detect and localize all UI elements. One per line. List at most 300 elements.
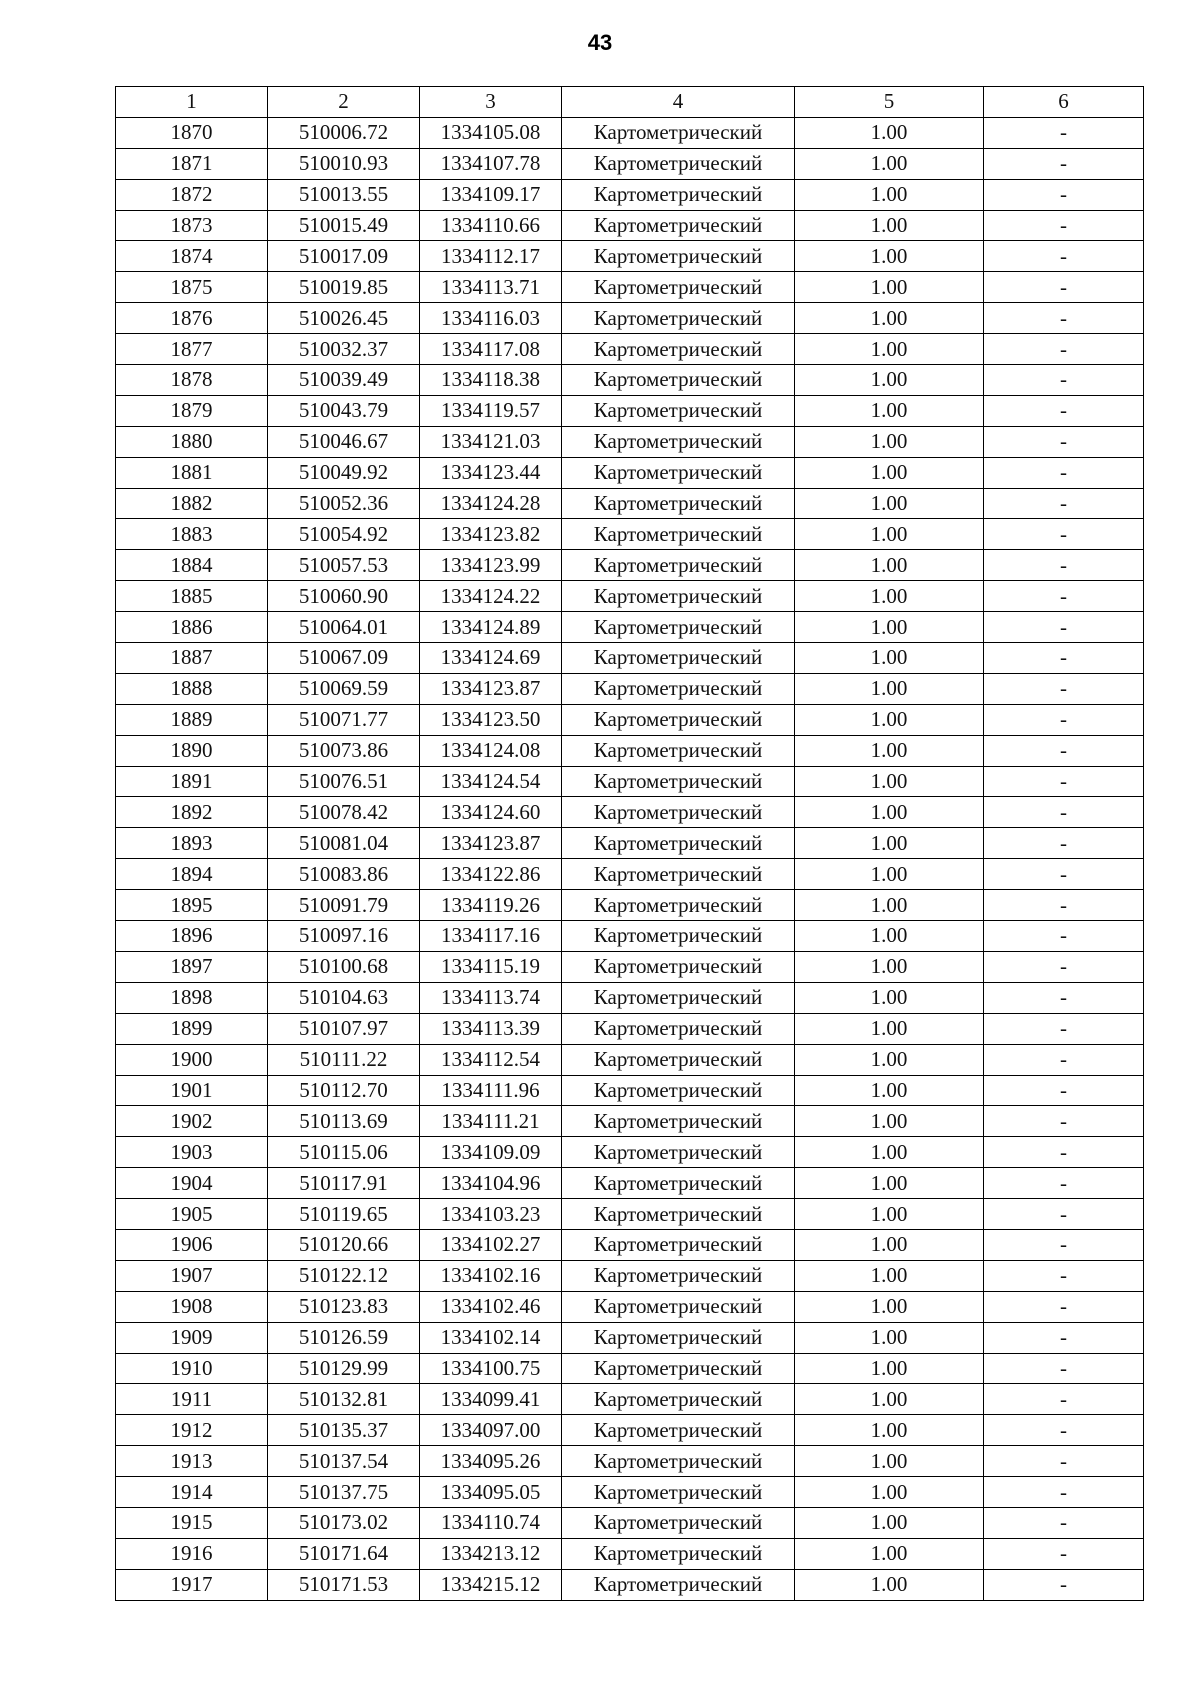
y-coordinate-cell: 1334123.50 <box>420 704 562 735</box>
point-number-cell: 1873 <box>116 210 268 241</box>
accuracy-cell: 1.00 <box>795 890 984 921</box>
y-coordinate-cell: 1334113.71 <box>420 272 562 303</box>
x-coordinate-cell: 510019.85 <box>268 272 420 303</box>
table-row <box>116 1291 1144 1322</box>
accuracy-cell: 1.00 <box>795 1384 984 1415</box>
x-coordinate-cell: 510115.06 <box>268 1137 420 1168</box>
point-number-cell: 1895 <box>116 890 268 921</box>
x-coordinate-cell: 510015.49 <box>268 210 420 241</box>
accuracy-cell: 1.00 <box>795 1075 984 1106</box>
page-number: 43 <box>587 30 613 55</box>
coordinates-table <box>115 86 1144 1601</box>
method-cell: Картометрический <box>562 395 795 426</box>
description-cell: - <box>984 704 1144 735</box>
y-coordinate-cell: 1334107.78 <box>420 148 562 179</box>
description-cell: - <box>984 488 1144 519</box>
point-number-cell: 1882 <box>116 488 268 519</box>
x-coordinate-cell: 510052.36 <box>268 488 420 519</box>
y-coordinate-cell: 1334102.14 <box>420 1322 562 1353</box>
point-number-cell: 1912 <box>116 1415 268 1446</box>
accuracy-cell: 1.00 <box>795 179 984 210</box>
method-cell: Картометрический <box>562 1353 795 1384</box>
y-coordinate-cell: 1334118.38 <box>420 365 562 396</box>
y-coordinate-cell: 1334124.89 <box>420 612 562 643</box>
x-coordinate-cell: 510120.66 <box>268 1229 420 1260</box>
table-row <box>116 673 1144 704</box>
table-row <box>116 921 1144 952</box>
table-row <box>116 1168 1144 1199</box>
point-number-cell: 1899 <box>116 1013 268 1044</box>
table-row <box>116 643 1144 674</box>
y-coordinate-cell: 1334111.21 <box>420 1106 562 1137</box>
table-row <box>116 519 1144 550</box>
method-cell: Картометрический <box>562 457 795 488</box>
point-number-cell: 1892 <box>116 797 268 828</box>
table-row <box>116 426 1144 457</box>
table-row <box>116 488 1144 519</box>
x-coordinate-cell: 510054.92 <box>268 519 420 550</box>
description-cell: - <box>984 1260 1144 1291</box>
accuracy-cell: 1.00 <box>795 1446 984 1477</box>
method-cell: Картометрический <box>562 1446 795 1477</box>
column-header: 1 <box>116 87 268 118</box>
x-coordinate-cell: 510171.64 <box>268 1538 420 1569</box>
method-cell: Картометрический <box>562 735 795 766</box>
y-coordinate-cell: 1334117.16 <box>420 921 562 952</box>
accuracy-cell: 1.00 <box>795 1291 984 1322</box>
y-coordinate-cell: 1334102.46 <box>420 1291 562 1322</box>
y-coordinate-cell: 1334112.54 <box>420 1044 562 1075</box>
description-cell: - <box>984 148 1144 179</box>
point-number-cell: 1870 <box>116 117 268 148</box>
point-number-cell: 1898 <box>116 982 268 1013</box>
point-number-cell: 1917 <box>116 1569 268 1600</box>
method-cell: Картометрический <box>562 1260 795 1291</box>
x-coordinate-cell: 510135.37 <box>268 1415 420 1446</box>
table-row <box>116 890 1144 921</box>
table-row <box>116 334 1144 365</box>
method-cell: Картометрический <box>562 426 795 457</box>
accuracy-cell: 1.00 <box>795 828 984 859</box>
table-row <box>116 1075 1144 1106</box>
accuracy-cell: 1.00 <box>795 303 984 334</box>
y-coordinate-cell: 1334213.12 <box>420 1538 562 1569</box>
table-row <box>116 859 1144 890</box>
description-cell: - <box>984 1199 1144 1230</box>
point-number-cell: 1904 <box>116 1168 268 1199</box>
x-coordinate-cell: 510039.49 <box>268 365 420 396</box>
table-row <box>116 1384 1144 1415</box>
y-coordinate-cell: 1334109.17 <box>420 179 562 210</box>
x-coordinate-cell: 510111.22 <box>268 1044 420 1075</box>
description-cell: - <box>984 921 1144 952</box>
point-number-cell: 1893 <box>116 828 268 859</box>
description-cell: - <box>984 519 1144 550</box>
x-coordinate-cell: 510078.42 <box>268 797 420 828</box>
point-number-cell: 1907 <box>116 1260 268 1291</box>
y-coordinate-cell: 1334113.39 <box>420 1013 562 1044</box>
y-coordinate-cell: 1334123.87 <box>420 673 562 704</box>
accuracy-cell: 1.00 <box>795 241 984 272</box>
method-cell: Картометрический <box>562 303 795 334</box>
point-number-cell: 1878 <box>116 365 268 396</box>
table-row <box>116 612 1144 643</box>
description-cell: - <box>984 1106 1144 1137</box>
description-cell: - <box>984 179 1144 210</box>
x-coordinate-cell: 510123.83 <box>268 1291 420 1322</box>
table-row <box>116 1322 1144 1353</box>
description-cell: - <box>984 303 1144 334</box>
y-coordinate-cell: 1334112.17 <box>420 241 562 272</box>
accuracy-cell: 1.00 <box>795 1013 984 1044</box>
y-coordinate-cell: 1334102.16 <box>420 1260 562 1291</box>
table-row <box>116 550 1144 581</box>
table-row <box>116 704 1144 735</box>
x-coordinate-cell: 510173.02 <box>268 1507 420 1538</box>
method-cell: Картометрический <box>562 519 795 550</box>
point-number-cell: 1881 <box>116 457 268 488</box>
method-cell: Картометрический <box>562 1569 795 1600</box>
method-cell: Картометрический <box>562 365 795 396</box>
column-header: 5 <box>795 87 984 118</box>
y-coordinate-cell: 1334124.08 <box>420 735 562 766</box>
y-coordinate-cell: 1334119.26 <box>420 890 562 921</box>
accuracy-cell: 1.00 <box>795 1106 984 1137</box>
description-cell: - <box>984 1137 1144 1168</box>
y-coordinate-cell: 1334124.22 <box>420 581 562 612</box>
x-coordinate-cell: 510117.91 <box>268 1168 420 1199</box>
table-row <box>116 1229 1144 1260</box>
table-row <box>116 1538 1144 1569</box>
description-cell: - <box>984 859 1144 890</box>
x-coordinate-cell: 510104.63 <box>268 982 420 1013</box>
y-coordinate-cell: 1334115.19 <box>420 951 562 982</box>
method-cell: Картометрический <box>562 797 795 828</box>
accuracy-cell: 1.00 <box>795 1260 984 1291</box>
table-row <box>116 1137 1144 1168</box>
y-coordinate-cell: 1334124.54 <box>420 766 562 797</box>
method-cell: Картометрический <box>562 921 795 952</box>
method-cell: Картометрический <box>562 982 795 1013</box>
column-header: 4 <box>562 87 795 118</box>
method-cell: Картометрический <box>562 1229 795 1260</box>
x-coordinate-cell: 510017.09 <box>268 241 420 272</box>
accuracy-cell: 1.00 <box>795 921 984 952</box>
x-coordinate-cell: 510107.97 <box>268 1013 420 1044</box>
accuracy-cell: 1.00 <box>795 272 984 303</box>
y-coordinate-cell: 1334123.99 <box>420 550 562 581</box>
description-cell: - <box>984 272 1144 303</box>
method-cell: Картометрический <box>562 550 795 581</box>
x-coordinate-cell: 510126.59 <box>268 1322 420 1353</box>
y-coordinate-cell: 1334099.41 <box>420 1384 562 1415</box>
method-cell: Картометрический <box>562 1168 795 1199</box>
method-cell: Картометрический <box>562 210 795 241</box>
y-coordinate-cell: 1334124.28 <box>420 488 562 519</box>
table-row <box>116 828 1144 859</box>
y-coordinate-cell: 1334119.57 <box>420 395 562 426</box>
y-coordinate-cell: 1334116.03 <box>420 303 562 334</box>
point-number-cell: 1908 <box>116 1291 268 1322</box>
description-cell: - <box>984 550 1144 581</box>
description-cell: - <box>984 1353 1144 1384</box>
y-coordinate-cell: 1334095.26 <box>420 1446 562 1477</box>
point-number-cell: 1897 <box>116 951 268 982</box>
description-cell: - <box>984 643 1144 674</box>
y-coordinate-cell: 1334113.74 <box>420 982 562 1013</box>
accuracy-cell: 1.00 <box>795 951 984 982</box>
y-coordinate-cell: 1334123.82 <box>420 519 562 550</box>
point-number-cell: 1886 <box>116 612 268 643</box>
method-cell: Картометрический <box>562 1199 795 1230</box>
y-coordinate-cell: 1334105.08 <box>420 117 562 148</box>
table-row <box>116 1199 1144 1230</box>
method-cell: Картометрический <box>562 1013 795 1044</box>
method-cell: Картометрический <box>562 766 795 797</box>
accuracy-cell: 1.00 <box>795 1569 984 1600</box>
y-coordinate-cell: 1334117.08 <box>420 334 562 365</box>
x-coordinate-cell: 510171.53 <box>268 1569 420 1600</box>
x-coordinate-cell: 510081.04 <box>268 828 420 859</box>
table-header-row <box>116 87 1144 118</box>
y-coordinate-cell: 1334111.96 <box>420 1075 562 1106</box>
x-coordinate-cell: 510069.59 <box>268 673 420 704</box>
description-cell: - <box>984 1291 1144 1322</box>
accuracy-cell: 1.00 <box>795 1353 984 1384</box>
x-coordinate-cell: 510013.55 <box>268 179 420 210</box>
table-row <box>116 1477 1144 1508</box>
description-cell: - <box>984 457 1144 488</box>
method-cell: Картометрический <box>562 241 795 272</box>
method-cell: Картометрический <box>562 488 795 519</box>
description-cell: - <box>984 210 1144 241</box>
column-header: 3 <box>420 87 562 118</box>
y-coordinate-cell: 1334100.75 <box>420 1353 562 1384</box>
table-row <box>116 179 1144 210</box>
accuracy-cell: 1.00 <box>795 1168 984 1199</box>
description-cell: - <box>984 673 1144 704</box>
table-row <box>116 1353 1144 1384</box>
accuracy-cell: 1.00 <box>795 519 984 550</box>
y-coordinate-cell: 1334109.09 <box>420 1137 562 1168</box>
x-coordinate-cell: 510119.65 <box>268 1199 420 1230</box>
x-coordinate-cell: 510006.72 <box>268 117 420 148</box>
description-cell: - <box>984 117 1144 148</box>
point-number-cell: 1872 <box>116 179 268 210</box>
table-row <box>116 1569 1144 1600</box>
point-number-cell: 1871 <box>116 148 268 179</box>
column-header: 2 <box>268 87 420 118</box>
method-cell: Картометрический <box>562 581 795 612</box>
accuracy-cell: 1.00 <box>795 334 984 365</box>
x-coordinate-cell: 510071.77 <box>268 704 420 735</box>
point-number-cell: 1879 <box>116 395 268 426</box>
method-cell: Картометрический <box>562 890 795 921</box>
method-cell: Картометрический <box>562 1415 795 1446</box>
description-cell: - <box>984 426 1144 457</box>
table-row <box>116 457 1144 488</box>
method-cell: Картометрический <box>562 334 795 365</box>
y-coordinate-cell: 1334122.86 <box>420 859 562 890</box>
column-header: 6 <box>984 87 1144 118</box>
x-coordinate-cell: 510060.90 <box>268 581 420 612</box>
method-cell: Картометрический <box>562 1106 795 1137</box>
x-coordinate-cell: 510129.99 <box>268 1353 420 1384</box>
accuracy-cell: 1.00 <box>795 1477 984 1508</box>
description-cell: - <box>984 365 1144 396</box>
x-coordinate-cell: 510064.01 <box>268 612 420 643</box>
point-number-cell: 1916 <box>116 1538 268 1569</box>
accuracy-cell: 1.00 <box>795 735 984 766</box>
x-coordinate-cell: 510049.92 <box>268 457 420 488</box>
x-coordinate-cell: 510073.86 <box>268 735 420 766</box>
x-coordinate-cell: 510122.12 <box>268 1260 420 1291</box>
description-cell: - <box>984 1044 1144 1075</box>
accuracy-cell: 1.00 <box>795 457 984 488</box>
description-cell: - <box>984 735 1144 766</box>
point-number-cell: 1888 <box>116 673 268 704</box>
description-cell: - <box>984 1075 1144 1106</box>
description-cell: - <box>984 612 1144 643</box>
y-coordinate-cell: 1334123.44 <box>420 457 562 488</box>
accuracy-cell: 1.00 <box>795 673 984 704</box>
accuracy-cell: 1.00 <box>795 1199 984 1230</box>
point-number-cell: 1896 <box>116 921 268 952</box>
accuracy-cell: 1.00 <box>795 1137 984 1168</box>
description-cell: - <box>984 1322 1144 1353</box>
method-cell: Картометрический <box>562 179 795 210</box>
x-coordinate-cell: 510132.81 <box>268 1384 420 1415</box>
point-number-cell: 1906 <box>116 1229 268 1260</box>
x-coordinate-cell: 510083.86 <box>268 859 420 890</box>
table-row <box>116 982 1144 1013</box>
x-coordinate-cell: 510097.16 <box>268 921 420 952</box>
y-coordinate-cell: 1334095.05 <box>420 1477 562 1508</box>
x-coordinate-cell: 510113.69 <box>268 1106 420 1137</box>
method-cell: Картометрический <box>562 1477 795 1508</box>
method-cell: Картометрический <box>562 1322 795 1353</box>
method-cell: Картометрический <box>562 117 795 148</box>
accuracy-cell: 1.00 <box>795 859 984 890</box>
method-cell: Картометрический <box>562 1075 795 1106</box>
accuracy-cell: 1.00 <box>795 982 984 1013</box>
point-number-cell: 1903 <box>116 1137 268 1168</box>
table-row <box>116 1446 1144 1477</box>
method-cell: Картометрический <box>562 1507 795 1538</box>
method-cell: Картометрический <box>562 148 795 179</box>
point-number-cell: 1902 <box>116 1106 268 1137</box>
table-row <box>116 1013 1144 1044</box>
x-coordinate-cell: 510067.09 <box>268 643 420 674</box>
table-row <box>116 1044 1144 1075</box>
y-coordinate-cell: 1334215.12 <box>420 1569 562 1600</box>
point-number-cell: 1875 <box>116 272 268 303</box>
accuracy-cell: 1.00 <box>795 797 984 828</box>
description-cell: - <box>984 766 1144 797</box>
accuracy-cell: 1.00 <box>795 1415 984 1446</box>
accuracy-cell: 1.00 <box>795 365 984 396</box>
x-coordinate-cell: 510026.45 <box>268 303 420 334</box>
accuracy-cell: 1.00 <box>795 117 984 148</box>
description-cell: - <box>984 982 1144 1013</box>
method-cell: Картометрический <box>562 828 795 859</box>
table-row <box>116 117 1144 148</box>
method-cell: Картометрический <box>562 859 795 890</box>
description-cell: - <box>984 1013 1144 1044</box>
x-coordinate-cell: 510010.93 <box>268 148 420 179</box>
description-cell: - <box>984 1384 1144 1415</box>
description-cell: - <box>984 890 1144 921</box>
table-row <box>116 1507 1144 1538</box>
point-number-cell: 1885 <box>116 581 268 612</box>
x-coordinate-cell: 510137.75 <box>268 1477 420 1508</box>
description-cell: - <box>984 1507 1144 1538</box>
description-cell: - <box>984 1229 1144 1260</box>
point-number-cell: 1913 <box>116 1446 268 1477</box>
point-number-cell: 1883 <box>116 519 268 550</box>
y-coordinate-cell: 1334123.87 <box>420 828 562 859</box>
table-row <box>116 272 1144 303</box>
point-number-cell: 1876 <box>116 303 268 334</box>
table-row <box>116 951 1144 982</box>
method-cell: Картометрический <box>562 612 795 643</box>
method-cell: Картометрический <box>562 272 795 303</box>
accuracy-cell: 1.00 <box>795 1322 984 1353</box>
accuracy-cell: 1.00 <box>795 1507 984 1538</box>
table-row <box>116 735 1144 766</box>
point-number-cell: 1910 <box>116 1353 268 1384</box>
y-coordinate-cell: 1334097.00 <box>420 1415 562 1446</box>
point-number-cell: 1889 <box>116 704 268 735</box>
accuracy-cell: 1.00 <box>795 581 984 612</box>
y-coordinate-cell: 1334124.60 <box>420 797 562 828</box>
x-coordinate-cell: 510100.68 <box>268 951 420 982</box>
point-number-cell: 1905 <box>116 1199 268 1230</box>
y-coordinate-cell: 1334102.27 <box>420 1229 562 1260</box>
accuracy-cell: 1.00 <box>795 766 984 797</box>
table-row <box>116 766 1144 797</box>
method-cell: Картометрический <box>562 951 795 982</box>
accuracy-cell: 1.00 <box>795 1229 984 1260</box>
x-coordinate-cell: 510046.67 <box>268 426 420 457</box>
table-row <box>116 210 1144 241</box>
description-cell: - <box>984 797 1144 828</box>
description-cell: - <box>984 1569 1144 1600</box>
method-cell: Картометрический <box>562 643 795 674</box>
method-cell: Картометрический <box>562 1384 795 1415</box>
table-row <box>116 395 1144 426</box>
point-number-cell: 1915 <box>116 1507 268 1538</box>
y-coordinate-cell: 1334110.66 <box>420 210 562 241</box>
method-cell: Картометрический <box>562 704 795 735</box>
x-coordinate-cell: 510057.53 <box>268 550 420 581</box>
accuracy-cell: 1.00 <box>795 210 984 241</box>
point-number-cell: 1914 <box>116 1477 268 1508</box>
y-coordinate-cell: 1334124.69 <box>420 643 562 674</box>
table-row <box>116 797 1144 828</box>
point-number-cell: 1891 <box>116 766 268 797</box>
x-coordinate-cell: 510112.70 <box>268 1075 420 1106</box>
description-cell: - <box>984 1168 1144 1199</box>
description-cell: - <box>984 395 1144 426</box>
point-number-cell: 1887 <box>116 643 268 674</box>
table-row <box>116 1260 1144 1291</box>
table-row <box>116 1415 1144 1446</box>
point-number-cell: 1900 <box>116 1044 268 1075</box>
point-number-cell: 1874 <box>116 241 268 272</box>
method-cell: Картометрический <box>562 673 795 704</box>
method-cell: Картометрический <box>562 1291 795 1322</box>
